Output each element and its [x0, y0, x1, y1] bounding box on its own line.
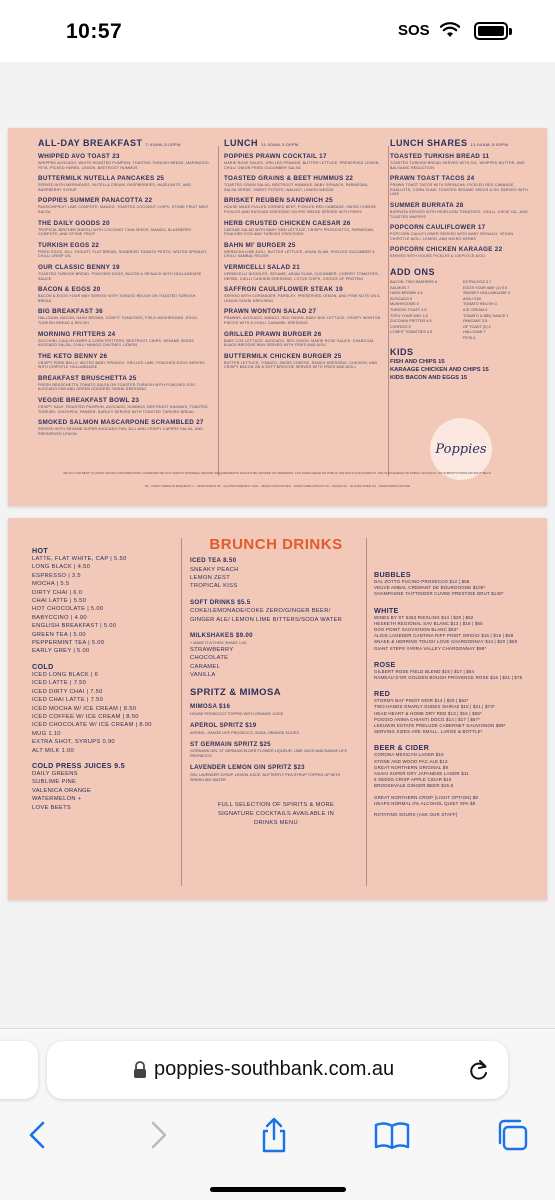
menu-item-name: SMOKED SALMON MASCARPONE SCRAMBLED 27 — [38, 419, 204, 427]
hot-drink-item: PEPPERMINT TEA | 5.00 — [32, 640, 105, 647]
spritz-name: MIMOSA $16 — [190, 703, 231, 711]
share-icon[interactable] — [254, 1115, 294, 1155]
menu-item-description: WHIPPED AVOCADO, WHITE ROASTED PUMPKIN, TOASTED TURKISH BREAD, MARINATED FETA, PICKED HERBS, LEMON, BEETROOT HUMMUS — [38, 161, 209, 170]
beer-item: 5 SEEDS CRISP APPLE CIDAR $10 — [374, 777, 452, 783]
menu-item-name: TOASTED TURKISH BREAD 11 — [390, 153, 490, 160]
menu-item — [38, 242, 210, 259]
iced-tea-item: SNEAKY PEACH — [190, 566, 239, 573]
menu-item — [38, 331, 210, 348]
shares-column — [390, 138, 530, 381]
kids-heading: KIDS — [390, 347, 414, 358]
menu-item — [224, 220, 382, 237]
addon-item: OF TOAST (2) 4 — [463, 324, 491, 329]
white-item: DOG POINT SAUVIGNON BLANC $83* — [374, 627, 459, 633]
kids-item: FISH AND CHIPS 15 — [390, 359, 445, 366]
bubbles-item: VEUVE AMBAL CREMANT DE BOURGOGNE $105* — [374, 585, 486, 591]
addon-item: BACON, TWO RASHERS 6 — [390, 279, 437, 284]
red-item: POGGIO ANIMA CHIANTI DOCG $14 | $17 | $57* — [374, 716, 481, 722]
forward-icon[interactable] — [138, 1115, 178, 1155]
menu-item-description: PASSIONFRUIT LIME COMPOTE, MANGO, TOASTED COCONUT CHIPS, STONE FRUIT MINT SALSA — [38, 205, 209, 214]
allergen-footnote: WE DO OUR BEST TO AVOID CROSS CONTAMINATION, HOWEVER WE NOT ALWAYS POSSIBLE. DIETARY REQUIREMENTS SHOULD BE ADVISED ON ORDERING. 10% SURCHARGE ON PUBLIC HOLIDAYS AND SUNDAYS. 15% SURCHARGE ON PUBLIC HOLIDAYS. NO SUBSTITUTIONS OR SPLIT BILLS. — [63, 471, 492, 475]
menu-item-description: SRIRACHA LIME AIOLI, BUTTER LETTUCE, ASIAN SLAW, PICKLED CUCUMBER & CHILLI SAMBAL RELISH — [224, 249, 375, 259]
menu-item-name: VERMICELLI SALAD 21 — [224, 263, 301, 271]
menu-item-name: BAHN MI' BURGER 25 — [224, 241, 296, 249]
shares-heading: LUNCH SHARES 11:00AM-3:00PM — [390, 138, 509, 148]
addon-item: EGGS YOUR WAY (2) 5.5 — [463, 285, 508, 290]
addon-item: TOMATO & BBQ SAUCE 1 — [463, 313, 509, 318]
cold-heading: COLD — [32, 661, 54, 671]
menu-item-description: PRAWN TOAST TACOS WITH SRIRACHA, PICKLED RED CABBAGE, SHALLOTS, CORN SLAW, TOASTED SESAME SEEDS & OIL SERVED WITH LIME — [390, 183, 528, 197]
menu-item-name: BRISKET REUBEN SANDWICH 25 — [224, 197, 333, 205]
menu-item-name: BIG BREAKFAST 36 — [38, 308, 103, 316]
beer-item: BROOKEVALE GINGER BEER $15.5 — [374, 783, 454, 789]
menu-item — [224, 331, 382, 348]
spritz-description: HOUSE PROSECCO TOPPED WITH ORANGE JUICE — [190, 712, 284, 717]
back-icon[interactable] — [18, 1115, 58, 1155]
home-indicator — [210, 1187, 346, 1192]
bubbles-item: CHAMPAGNE TAITTINGER CUVEE PRESTIGE BRUT $140* — [374, 591, 504, 597]
menu-item-description: BUTTER LETTUCE, TOMATO, SWISS CHEESE, RANCH DRESSING, CHICKEN, AND CRISPY BACON ON A SOFT BRIOCHE SERVED WITH FRIES AND AIOLI — [224, 360, 378, 370]
menu-item-name: OUR CLASSIC BENNY 19 — [38, 263, 120, 271]
hot-heading: HOT — [32, 546, 49, 555]
addon-item: AVOCADO 5 — [390, 296, 412, 301]
menu-item-description: TOASTED GRAIN SALAD, BEETROOT HUMMUS, BABY SPINACH, PARMESAN, SALSA VERDE, SWEET POTATO, WALNUT, LEMON WEDGE — [224, 183, 369, 192]
divider — [366, 538, 367, 886]
menu-item-name: TURKISH EGGS 22 — [38, 241, 100, 249]
hot-drink-item: MOCHA | 5.5 — [32, 581, 70, 588]
beer-item: ROTATING SOURS (ASK OUR STAFF) — [374, 812, 458, 818]
menu-item-name: PRAWN WONTON SALAD 27 — [224, 308, 317, 316]
cold-drink-item: ICED COFFEE W/ ICE CREAM | 8.50 — [32, 713, 139, 720]
menu-item — [224, 242, 382, 259]
cold-drink-item: ICED LATTE | 7.50 — [32, 680, 87, 687]
browser-toolbar — [0, 1107, 555, 1167]
addon-item: TOMATO RELISH 3 — [463, 302, 497, 307]
hot-drink-item: LONG BLACK | 4.50 — [32, 564, 91, 571]
white-item: GIANT STEPS YARRA VALLEY CHARDONNAY $98* — [374, 645, 487, 651]
sos-indicator: SOS — [398, 22, 430, 39]
red-item: HEAD HEART & HOME DRY RED $13 | $16 | $55* — [374, 710, 482, 716]
menu-item-name: VEGGIE BREAKFAST BOWL 23 — [38, 397, 140, 405]
addon-item: PANCAKE 3.5 — [463, 319, 488, 324]
hot-drink-item: ENGLISH BREAKFAST | 5.00 — [32, 623, 117, 630]
red-item: TWO HANDS GNARLY DUDES SHIRAZ $15 | $21 | $73* — [374, 704, 495, 710]
addon-item: HALLOUMI 7 — [463, 330, 486, 335]
red-item: STORMY BAY PINOT NOIR $14 | $20 | $62* — [374, 698, 469, 704]
cold-drink-item: MUG 1.10 — [32, 730, 61, 737]
menu-item — [38, 397, 210, 414]
menu-item — [38, 264, 210, 281]
cold-drink-item: ICED LONG BLACK | 6 — [32, 671, 99, 678]
divider — [388, 146, 389, 476]
menu-item-description: FRESH BRUSCHETTA TOMATO SALSA ON TOASTED TURKISH WITH POACHED EGG AVOCADO PAN AND GREEN GODDESS TAHINI DRESSING — [38, 382, 196, 392]
dietary-legend: DF - DAIRY FREE(ON REQUEST) V - VEGETARIAN GF - GLUTEN FRIENDLY VEG - VEGAN OPTION DFO - DAIRY FREE OPTION VG - VEGAN GF - GLUTEN FREE VO - VEGETARIAN OPTION — [144, 484, 411, 488]
menu-item — [224, 308, 382, 325]
menu-item — [224, 197, 382, 214]
menu-item-name: POPCORN CHICKEN KARAAGE 22 — [390, 246, 503, 254]
hot-drink-item: ESPRESSO | 3.5 — [32, 572, 81, 579]
spritz-name: APEROL SPRITZ $19 — [190, 722, 257, 730]
white-item: ALOIS LAGEDER CANTINA RIFF PINOT GRIGIO $16 | $19 | $59 — [374, 633, 514, 639]
menu-item — [38, 353, 210, 370]
spritz-heading: SPRITZ & MIMOSA — [190, 687, 281, 699]
menu-item-name: THE KETO BENNY 26 — [38, 352, 108, 360]
menu-item — [390, 202, 530, 219]
menu-item-name: PRAWN TOAST TACOS 24 — [390, 175, 475, 183]
hot-drink-item: DIRTY CHAI | 6.0 — [32, 589, 83, 596]
iced-tea-item: LEMON ZEST — [190, 575, 231, 581]
menu-item — [38, 419, 210, 436]
juices-heading: COLD PRESS JUICES 9.5 — [32, 760, 125, 770]
beer-heading: BEER & CIDER — [374, 743, 430, 753]
menu-item-name: WHIPPED AVO TOAST 23 — [38, 153, 120, 160]
clock: 10:57 — [66, 20, 123, 43]
menu-item-description: BURRATA SERVED WITH HEIRLOOM TOMATOES, CHILLI, CHIVE OIL, AND TOASTED WAFERS — [390, 209, 528, 219]
hot-drink-item: CHAI LATTE | 5.50 — [32, 598, 87, 605]
addons-list — [390, 280, 530, 342]
status-bar — [0, 0, 555, 62]
menu-item — [224, 264, 382, 281]
coffee-column — [32, 546, 182, 812]
previous-tab-preview[interactable] — [0, 1041, 38, 1099]
menu-item-name: THE DAILY GOODS 20 — [38, 219, 110, 227]
menu-item — [224, 353, 382, 370]
spirits-note-line: SIGNATURE COCKTAILS AVAILABLE IN — [217, 810, 335, 817]
menu-item-description: CRISPY KALE, ROASTED PUMPKIN, AVOCADO, HUMMUS, BEETROOT HUMMUS, TOASTED TURKISH, CHICKPEA, PANEER, BARLEY SERVED WITH TOASTED TURKISH BREAD — [38, 405, 208, 414]
cold-drink-item: ICED MOCHA W/ ICE CREAM | 8.50 — [32, 705, 137, 712]
hot-drink-item: HOT CHOCOLATE | 5.00 — [32, 606, 104, 613]
menu-item-name: MORNING FRITTERS 24 — [38, 330, 116, 338]
addons-heading: ADD ONS — [390, 266, 436, 277]
iced-tea-heading: ICED TEA 8.50 — [190, 557, 237, 564]
beer-item: ASAHI SUPER DRY JAPANESE LAGER $11 — [374, 771, 469, 777]
menu-item-name: POPPIES SUMMER PANACOTTA 22 — [38, 197, 153, 205]
kids-item: KIDS BACON AND EGGS 15 — [390, 375, 468, 382]
menu-item-description: MARIE ROSE SAUCE, GRILLED PRAWNS, BUTTER LETTUCE, PRESERVED LEMON, CHILLI ONION FRIED CUCUMBER SALSA — [224, 161, 380, 170]
cold-drink-item: ICED CHAI LATTE | 7.50 — [32, 697, 104, 704]
addon-item: SMOKEY HOLLANDAISE 3 — [463, 291, 510, 296]
menu-item-description: VERMICELLI NOODLES, SESAME, ASIAN SLAW, CUCUMBER, CHERRY TOMATOES, HERBS, CHILLI CASHEW DRESSING, LOTUS CHIPS, CHOICE OF PROTEIN — [224, 271, 380, 281]
addon-item: ZUCCHINI FRITTER 4.5 — [390, 319, 432, 324]
drinks-menu-image — [8, 518, 547, 900]
milkshake-item: CARAMEL — [190, 663, 221, 670]
divider — [181, 538, 182, 886]
divider — [218, 146, 219, 476]
wine-column — [374, 570, 540, 818]
addon-item: HASH BROWN 4.5 — [390, 291, 423, 296]
web-content[interactable] — [0, 62, 555, 1028]
menu-item-name: POPCORN CAULIFLOWER 17 — [390, 224, 486, 232]
addon-item: EXTRA EGG 3.7 — [463, 279, 492, 284]
white-heading: WHITE — [374, 605, 399, 615]
white-item: SNAKE & HERRING TOUGH LOVE CHARDONNAY $14 | $20 | $60 — [374, 639, 518, 645]
menu-item-description: TOASTED TURKISH BREAD, POACHED EGGS, BACON & SPINACH WITH HOLLANDAISE SAUCE — [38, 271, 202, 281]
menu-item — [38, 220, 210, 237]
spritz-item — [190, 764, 362, 783]
hot-drink-item: BABYCCINO | 4.00 — [32, 614, 87, 621]
juice-item: DAILY GREENS — [32, 770, 78, 777]
spritz-name: LAVENDER LEMON GIN SPRITZ $23 — [190, 764, 305, 772]
menu-item-description: ZUCCHINI, CAULIFLOWER & CORN FRITTERS, BEETROOT CHIPS, SESAME SEEDS AVOCADO SALSA, CHILLI MANGO CHUTNEY, LEMON — [38, 338, 194, 348]
menu-item — [38, 197, 210, 214]
milkshake-item: VANILLA — [190, 672, 216, 679]
menu-item-name: SUMMER BURRATA 28 — [390, 201, 464, 209]
menu-item-description: SERVED WITH MERINGUES, NUTELLA CREAM, RASPBERRIES, HAZELNUTS, AND RASPBERRY SYRUP — [38, 183, 191, 192]
menu-item-description: HALLOUMI, BACON, HASH BROWN, CONFIT TOMATOES, FIELD MUSHROOMS, EGGS, TURKISH BREAD & RELISH — [38, 316, 199, 325]
spirits-note-line: DRINKS MENU — [254, 819, 298, 826]
addon-item: TOFU YOUR WAY 4.5 — [390, 313, 428, 318]
menu-item — [390, 246, 530, 259]
menu-item-name: SAFFRON CAULIFLOWER STEAK 19 — [224, 286, 343, 294]
beer-item: CORONA MEXICAN LAGER $10 — [374, 752, 444, 758]
cold-drink-item: EXTRA SHOT, SYRUPS 0.90 — [32, 739, 115, 746]
beer-item: HEAPS NORMAL 0% ALCOHOL QUIET XPA $9 — [374, 800, 476, 806]
beer-item: STONE AND WOOD PAC ALE $13 — [374, 758, 448, 764]
menu-item-description: CRISPY PORK BELLY, WILTED BABY SPINACH, GRILLED LIME, POACHED EGGS SERVED WITH CHIPOTLE HOLLANDAISE — [38, 360, 205, 370]
menu-item-description: PRAWNS, AVOCADO, MANGO, RED ONION, BABY BOK LETTUCE, CRISPY WONTON PIECES WITH A CHILLI CARAMEL DRESSING — [224, 316, 381, 325]
menu-item-description: TROPICAL BIRCHER MUESLI WITH COCONUT CHIA SEEDS, MANGO, BLUEBERRY COMPOTE, AND STONE FRUIT — [38, 227, 192, 237]
cold-drink-item: ALT MILK 1.00 — [32, 747, 75, 754]
url-text: poppies-southbank.com.au — [154, 1058, 395, 1080]
poppies-logo: Poppies — [430, 418, 492, 480]
menu-item-description: SERVED WITH SESAME-SUPER AVOCADO FAN, DILL AND CRISPY CAPERS SALSA, AND PRESERVED LEMON — [38, 427, 204, 436]
menu-item-name: HERB CRUSTED CHICKEN CAESAR 26 — [224, 219, 351, 227]
spirits-note-line: FULL SELECTION OF SPIRITS & MORE — [217, 801, 335, 808]
hot-drink-item: GREEN TEA | 5.00 — [32, 631, 86, 638]
juice-item: WATERMELON + — [32, 796, 82, 803]
cold-drink-item: ICED CHOCOLATE W/ ICE CREAM | 8.00 — [32, 722, 152, 729]
spritz-description: GORDANS GIN, ST GERMAIN ELDER FLOWER LIQUEUR, LIME JUICE AND RANGE LIFE PROSECCO — [190, 749, 348, 759]
red-heading: RED — [374, 689, 391, 699]
milkshake-note: + MAKE IT A THICK SHAKE 1.00 — [190, 640, 247, 645]
spritz-description: GIN, LAVENDER SYRUP, LEMON JUICE, BUTTERFLY PEA SYRUP TOPPED UP WITH SPARKLING WATER — [190, 772, 341, 782]
menu-item — [390, 224, 530, 241]
menu-item-description: SERVED WITH HOUSE PICKLES & CHIPOTLE AIOLI — [390, 254, 486, 259]
menu-item-description: POPCORN CAULIFLOWER SERVED WITH BABY SPINACH, VEGAN CHIPOTLE AIOLI, LEMON, AND MICRO HERBS — [390, 232, 514, 241]
spritz-item — [190, 741, 362, 760]
juice-item: LOVE BEETS — [32, 804, 72, 811]
menu-item-name: TOASTED GRAINS & BEET HUMMUS 22 — [224, 175, 354, 183]
menu-item-name: GRILLED PRAWN BURGER 26 — [224, 330, 322, 338]
rose-item: GILBERT ROSE FIELD BLEND $15 | $17 | $54 — [374, 668, 475, 674]
menu-item — [38, 375, 210, 392]
soft-drink-line: GINGER ALE/ LEMON LIME BITTERS/SODA WATER — [190, 616, 343, 623]
wifi-icon — [440, 22, 460, 38]
addon-item: FETA 4 — [463, 335, 476, 340]
addon-item: TURKISH TOAST 4.5 — [390, 307, 427, 312]
spritz-item — [190, 703, 362, 717]
menu-item-description: TOASTED TURKISH BREAD SERVED WITH OIL, WHIPPED BUTTER, AND BALSAMIC REDUCTION — [390, 161, 525, 170]
menu-item-name: BREAKFAST BRUSCHETTA 25 — [38, 374, 137, 382]
menu-item — [38, 153, 210, 170]
menu-item — [224, 175, 382, 192]
spritz-description: APEROL, RANGE LIFE PROSECCO, SODA, ORANGE SLICES — [190, 730, 299, 735]
reload-icon[interactable] — [468, 1058, 490, 1082]
bubbles-heading: BUBBLES — [374, 570, 411, 579]
bookmarks-icon[interactable] — [372, 1115, 412, 1155]
menu-item-name: POPPIES PRAWN COCKTAIL 17 — [224, 153, 327, 160]
addon-item: MUSHROOMS 5 — [390, 302, 419, 307]
lock-icon — [132, 1061, 148, 1079]
juice-item: VALENICA ORANGE — [32, 787, 92, 794]
white-item: WINES BY ST 5453 RIESLING $14 | $20 | $62 — [374, 614, 474, 620]
rose-heading: ROSE — [374, 659, 396, 669]
juice-item: SUBLIME PINE — [32, 779, 77, 786]
hot-drink-item: EARLY GREY | 5.00 — [32, 648, 90, 655]
battery-icon — [474, 22, 508, 40]
menu-item-description: CAESAR SALAD WITH BABY GEM LETTUCE, CRISPY PROSCIUTTO, PARMESAN, POACHED EGG AND TURKISH CROUTONS — [224, 227, 375, 237]
addon-item: ICE CREAM 3 — [463, 307, 488, 312]
addon-item: CONFIT TOMATOES 4.5 — [390, 330, 433, 335]
menu-item-description: HOUSE MADE PULLED CORNED BEEF, PICKLED RED CABBAGE, SWISS CHEESE, PICKLES AND RUSSIAN DRESSING ON RYE BREAD SERVED WITH FRIES — [224, 205, 378, 214]
milkshakes-heading: MILKSHAKES $9.00 — [190, 632, 253, 640]
white-item: HESKETH REGIONAL SAV BLANC $13 | $18 | $55 — [374, 620, 483, 626]
soft-drinks-heading: SOFT DRINKS $5.5 — [190, 598, 251, 606]
beer-item: GREAT NORTHERN CRISP (LIGHT OPTION) $8 — [374, 794, 479, 800]
lunch-column — [224, 138, 382, 370]
milkshake-item: CHOCOLATE — [190, 655, 229, 662]
menu-item — [390, 153, 530, 170]
menu-item — [38, 286, 210, 303]
menu-item — [38, 175, 210, 192]
menu-item — [224, 286, 382, 303]
spritz-name: ST GERMAIN SPRITZ $25 — [190, 740, 271, 748]
menu-item-name: BUTTERMILK CHICKEN BURGER 25 — [224, 352, 342, 360]
bubbles-item: DAL ZOTTO PUCINO PROSECCO $12 | $55 — [374, 579, 470, 584]
tabs-icon[interactable] — [492, 1115, 532, 1155]
menu-item-description: SERVED WITH CORIANDER, PARSLEY, PRESERVED LEMON, AND PINE NUTS ON A LEMON TAHINI DRESSING — [224, 294, 380, 303]
milkshake-item: STRAWBERRY — [190, 646, 234, 653]
safari-bottom-bar — [0, 1028, 555, 1200]
red-item: SERVING SIZES ARE SMALL, LARGE & BOTTLE* — [374, 729, 483, 735]
red-item: LEEUWIN ESTATE PRELUDE CABERNET SAUVIGNON $89* — [374, 723, 506, 729]
address-bar[interactable] — [47, 1041, 508, 1099]
breakfast-column — [38, 138, 210, 436]
menu-item-name: BUTTERMILK NUTELLA PANCAKES 25 — [38, 175, 165, 183]
addon-item: AIOLI 3.50 — [463, 296, 482, 301]
breakfast-heading: ALL-DAY BREAKFAST 7:00AM-3:00PM — [38, 138, 181, 148]
lunch-heading: LUNCH 11:00AM-3:00PM — [224, 138, 299, 148]
menu-item — [38, 308, 210, 325]
rose-item: RAMEAU D'OR GOLDEN BOUGH PROVENCE ROSE $16 | $21 | $75 — [374, 675, 523, 681]
cold-drink-item: ICED DIRTY CHAI | 7.50 — [32, 688, 103, 695]
menu-item-description: BACON & EGGS YOUR WAY SERVED WITH TOMATO RELISH ON TOASTED TURKISH BREAD — [38, 294, 196, 303]
food-menu-image — [8, 128, 547, 506]
iced-tea-item: TROPICAL KISS — [190, 583, 238, 590]
menu-item — [390, 175, 530, 197]
menu-item-description: BABY COS LETTUCE, AVOCADO, RED ONION, MARIE ROSE SAUCE, CHARCOAL BLACK BRIOCHE BUN SERVED WITH FRIES AND AIOLI — [224, 338, 375, 348]
menu-item-name: BACON & EGGS 20 — [38, 286, 101, 294]
spritz-item — [190, 722, 362, 736]
soft-drink-line: COKE/LEMONADE/COKE ZERO/GINGER BEER/ — [190, 608, 331, 615]
menu-item — [224, 153, 382, 170]
brunch-drinks-title: BRUNCH DRINKS — [209, 536, 343, 553]
beer-item: GREAT NORTHERN ORIGINAL $9 — [374, 764, 449, 770]
hot-drink-item: LATTE, FLAT WHITE, CAP | 5.50 — [32, 556, 127, 562]
brunch-column — [190, 536, 362, 828]
addon-item: CHORIZO 5 — [390, 324, 411, 329]
menu-item-description: FRIED EGGS, DILL YOGURT, FLAT BREAD, SUNDRIED TOMATO PESTO, WILTED SPINACH, CHILLI CRISP OIL — [38, 249, 208, 259]
kids-item: KARAAGE CHICKEN AND CHIPS 15 — [390, 367, 489, 374]
addon-item: SALMON 7 — [390, 285, 410, 290]
